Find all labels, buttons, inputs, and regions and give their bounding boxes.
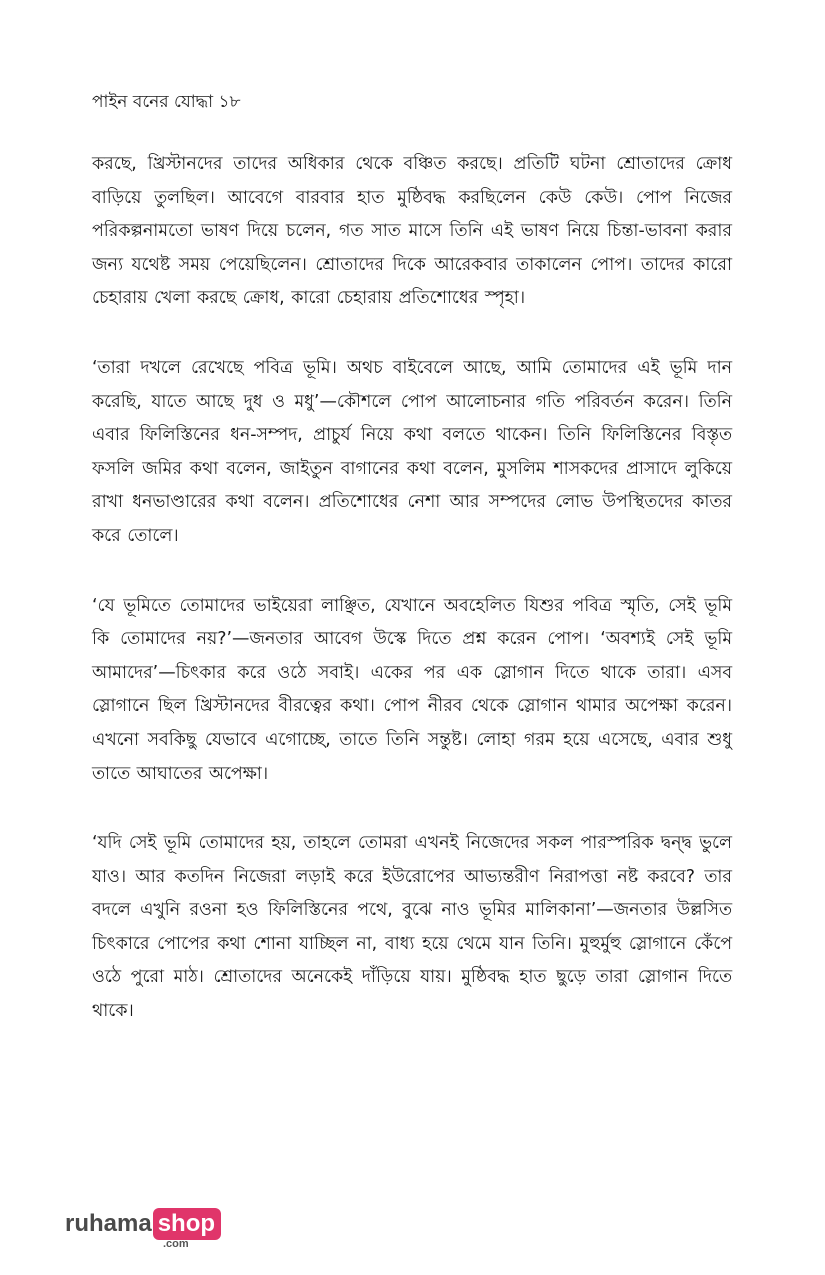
logo-wordmark <box>65 1208 221 1240</box>
logo-text-main: ruhama <box>65 1210 152 1237</box>
paragraph: করছে, খ্রিস্টানদের তাদের অধিকার থেকে বঞ্চিত করছে। প্রতিটি ঘটনা শ্রোতাদের ক্রোধ বাড়িয়ে তুলছিল। আবেগে বারবার হাত মুষ্ঠিবদ্ধ করছিলেন কেউ কেউ। পোপ নিজের পরিকল্পনামতো ভাষণ দিয়ে চলেন, গত সাত মাসে তিনি এই ভাষণ নিয়ে চিন্তা-ভাবনা করার জন্য যথেষ্ট সময় পেয়েছিলেন। শ্রোতাদের দিকে আরেকবার তাকালেন পোপ। তাদের কারো চেহারায় খেলা করছে ক্রোধ, কারো চেহারায় প্রতিশোধের স্পৃহা। <box>92 154 732 309</box>
logo-badge: shop <box>153 1208 221 1240</box>
ruhamashop-watermark-logo <box>65 1208 225 1254</box>
page-body <box>92 148 732 1065</box>
paragraph: ‘যে ভূমিতে তোমাদের ভাইয়েরা লাঞ্ছিত, যেখানে অবহেলিত যিশুর পবিত্র স্মৃতি, সেই ভূমি কি তোমাদের নয়?’—জনতার আবেগ উস্কে দিতে প্রশ্ন করেন পোপ। ‘অবশ্যই সেই ভূমি আমাদের’—চিৎকার করে ওঠে সবাই। একের পর এক স্লোগান দিতে থাকে তারা। এসব স্লোগানে ছিল খ্রিস্টানদের বীরত্বের কথা। পোপ নীরব থেকে স্লোগান থামার অপেক্ষা করেন। এখনো সবকিছু যেভাবে এগোচ্ছে, তাতে তিনি সন্তুষ্ট। লোহা গরম হয়ে এসেছে, এবার শুধু তাতে আঘাতের অপেক্ষা। <box>92 595 732 784</box>
paragraph: ‘যদি সেই ভূমি তোমাদের হয়, তাহলে তোমরা এখনই নিজেদের সকল পারস্পরিক দ্বন্দ্ব ভুলে যাও। আর কতদিন নিজেরা লড়াই করে ইউরোপের আভ্যন্তরীণ নিরাপত্তা নষ্ট করবে? তার বদলে এখুনি রওনা হও ফিলিস্তিনের পথে, বুঝে নাও ভূমির মালিকানা’—জনতার উল্লসিত চিৎকারে পোপের কথা শোনা যাচ্ছিল না, বাধ্য হয়ে থেমে যান তিনি। মুহুর্মুহু স্লোগানে কেঁপে ওঠে পুরো মাঠ। শ্রোতাদের অনেকেই দাঁড়িয়ে যায়। মুষ্ঠিবদ্ধ হাত ছুড়ে তারা স্লোগান দিতে থাকে। <box>92 833 732 1022</box>
paragraph: ‘তারা দখলে রেখেছে পবিত্র ভূমি। অথচ বাইবেলে আছে, আমি তোমাদের এই ভূমি দান করেছি, যাতে আছে দুধ ও মধু’—কৌশলে পোপ আলোচনার গতি পরিবর্তন করেন। তিনি এবার ফিলিস্তিনের ধন-সম্পদ, প্রাচুর্য নিয়ে কথা বলতে থাকেন। তিনি ফিলিস্তিনের বিস্তৃত ফসলি জমির কথা বলেন, জাইতুন বাগানের কথা বলেন, মুসলিম শাসকদের প্রাসাদে লুকিয়ে রাখা ধনভাণ্ডারের কথা বলেন। প্রতিশোধের নেশা আর সম্পদের লোভ উপস্থিতদের কাতর করে তোলে। <box>92 357 732 546</box>
page-header: পাইন বনের যোদ্ধা ১৮ <box>92 92 241 112</box>
logo-domain-suffix: .com <box>163 1238 189 1250</box>
